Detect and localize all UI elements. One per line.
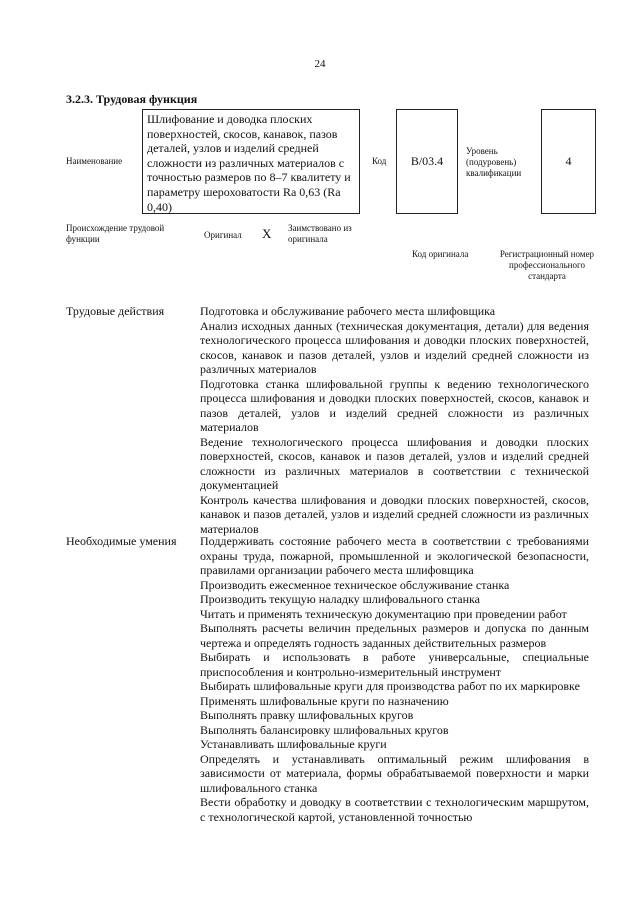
skill-item: Определять и устанавливать оптимальный режим шлифования в зависимости от материала, формы обрабатываемой поверхности и марки шлифовального станка bbox=[200, 751, 589, 795]
original-code-label: Код оригинала bbox=[412, 249, 469, 259]
original-mark: X bbox=[262, 226, 272, 241]
level-value-box: 4 bbox=[541, 109, 596, 214]
required-skills-list bbox=[200, 534, 589, 824]
skill-item: Выбирать и использовать в работе универсальные, специальные приспособления и контрольно-измерительный инструмент bbox=[200, 650, 589, 679]
page-number: 24 bbox=[314, 58, 326, 70]
labor-action-item: Подготовка и обслуживание рабочего места шлифовщика bbox=[200, 304, 496, 318]
skill-item: Выполнять расчеты величин предельных размеров и допуска по данным чертежа и определять годность заданных действительных размеров bbox=[200, 621, 589, 650]
skill-item: Выполнять балансировку шлифовальных кругов bbox=[200, 722, 449, 737]
origin-label: Происхождение трудовой функции bbox=[66, 223, 165, 244]
borrowed-label: Заимствовано из оригинала bbox=[288, 223, 352, 244]
skill-item: Производить ежесменное техническое обслуживание станка bbox=[200, 577, 510, 592]
skill-item: Вести обработку и доводку в соответствии с технологическим маршрутом, с технологической картой, установленной точностью bbox=[200, 795, 589, 824]
skill-item: Устанавливать шлифовальные круги bbox=[200, 737, 387, 751]
skill-item: Поддерживать состояние рабочего места в соответствии с требованиями охраны труда, пожарной, промышленной и экологической безопасности, правилами организации рабочего места шлифовщика bbox=[200, 534, 589, 577]
skill-item: Производить текущую наладку шлифовального станка bbox=[200, 592, 480, 606]
skill-item: Читать и применять техническую документацию при проведении работ bbox=[200, 606, 567, 621]
skill-item: Выполнять правку шлифовальных кругов bbox=[200, 708, 414, 722]
labor-action-item: Анализ исходных данных (техническая документация, детали) для ведения технологического процесса шлифования и доводки плоских поверхностей, скосов, канавок и пазов деталей, узлов и изделий средней сложности из различных материалов bbox=[200, 318, 589, 376]
labor-actions-list bbox=[200, 304, 589, 536]
function-name-box: Шлифование и доводка плоских поверхностей, скосов, канавок, пазов деталей, узлов и изделий средней сложности из различных материалов с точностью размеров по 8–7 квалитету и параметру шероховатости Ra 0,63 (Ra 0,40) bbox=[142, 109, 360, 214]
level-label: Уровень (подуровень) квалификации bbox=[466, 146, 522, 178]
reg-number-label: Регистрационный номер профессионального стандарта bbox=[499, 249, 595, 281]
original-label: Оригинал bbox=[204, 230, 242, 240]
skill-item: Выбирать шлифовальные круги для производства работ по их маркировке bbox=[200, 679, 580, 693]
code-label: Код bbox=[372, 156, 387, 166]
labor-action-item: Ведение технологического процесса шлифования и доводки плоских поверхностей, скосов, канавок и пазов деталей, узлов и изделий средней сложности из различных материалов в соответствии с технической документацией bbox=[200, 434, 589, 492]
skill-item: Применять шлифовальные круги по назначению bbox=[200, 693, 449, 708]
labor-action-item: Подготовка станка шлифовальной группы к ведению технологического процесса шлифования и доводки плоских поверхностей, скосов, канавок и пазов деталей, узлов и изделий средней сложности из различных материалов bbox=[200, 376, 589, 434]
name-label: Наименование bbox=[66, 156, 123, 166]
section-title: 3.2.3. Трудовая функция bbox=[66, 92, 198, 106]
required-skills-label: Необходимые умения bbox=[66, 534, 177, 548]
code-value-box: B/03.4 bbox=[396, 109, 458, 214]
labor-actions-label: Трудовые действия bbox=[66, 304, 165, 318]
labor-action-item: Контроль качества шлифования и доводки плоских поверхностей, скосов, канавок и пазов деталей, узлов и изделий средней сложности из различных материалов bbox=[200, 492, 589, 536]
